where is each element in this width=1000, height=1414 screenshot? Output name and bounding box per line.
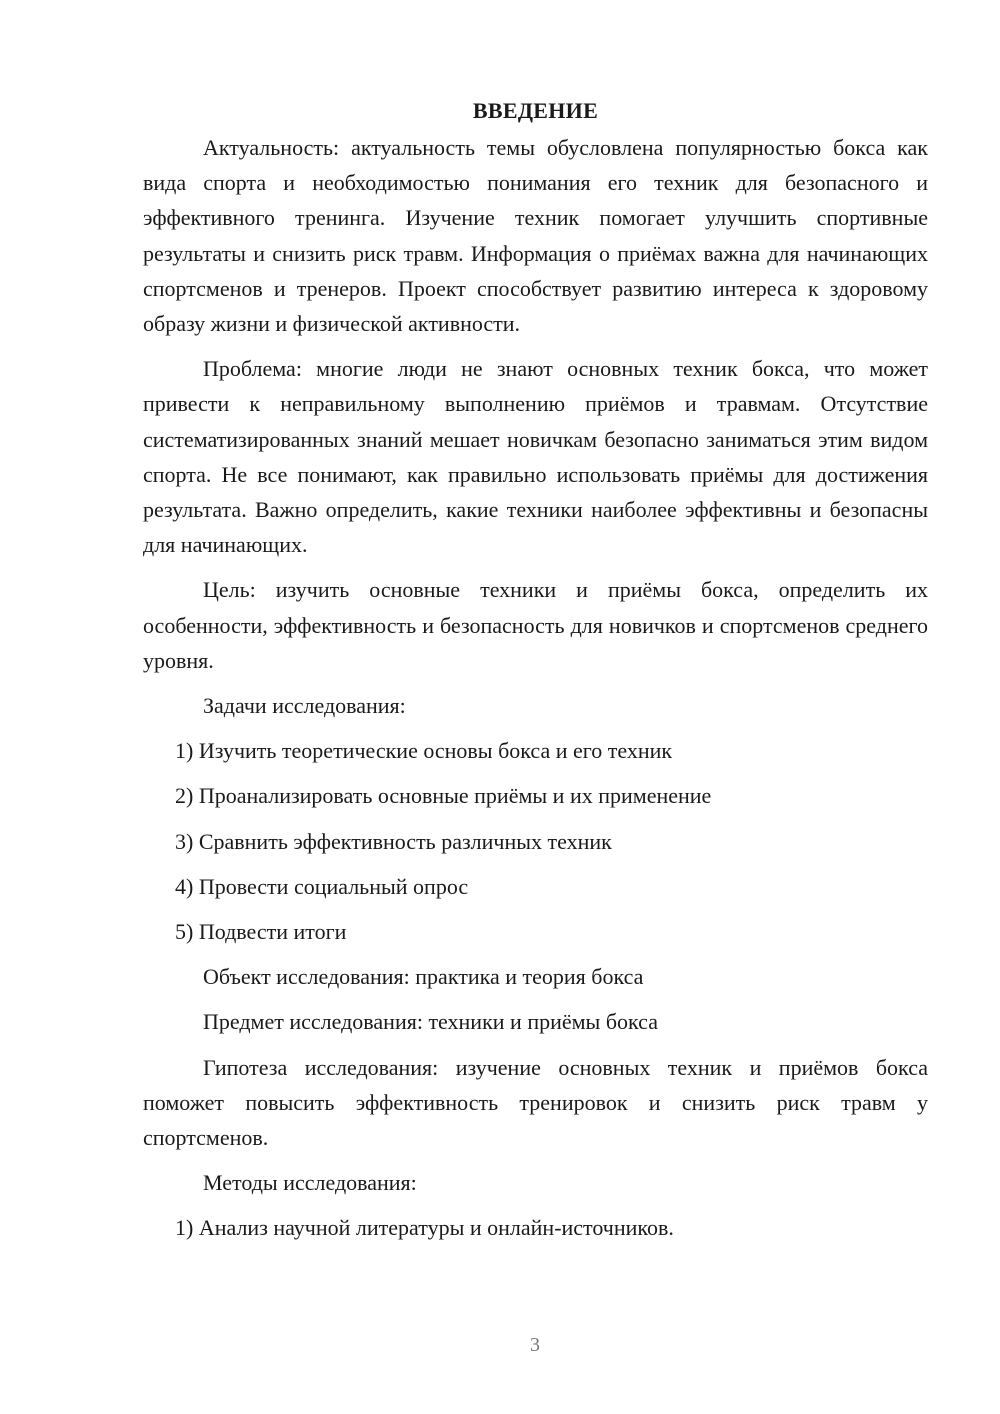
method-item: 1) Анализ научной литературы и онлайн-источников. [175,1215,674,1241]
task-item: 4) Провести социальный опрос [175,873,469,899]
task-item: 2) Проанализировать основные приёмы и их применение [175,783,712,809]
relevance-paragraph: Актуальность: актуальность темы обусловлена популярностью бокса как вида спорта и необходимостью понимания его техник для безопасного и эффективного тренинга. Изучение техник помогает улучшить спортивные результаты и снизить риск травм. Информация о приёмах важна для начинающих спортсменов и тренеров. Проект способствует развитию интереса к здоровому образу жизни и физической активности. [143,135,928,337]
hypothesis-paragraph: Гипотеза исследования: изучение основных техник и приёмов бокса поможет повысить эффективность тренировок и снизить риск травм у спортсменов. [143,1054,928,1151]
page-number: 3 [530,1334,540,1356]
research-object: Объект исследования: практика и теория бокса [203,964,644,990]
task-item: 5) Подвести итоги [175,919,347,945]
task-item: 1) Изучить теоретические основы бокса и его техник [175,738,673,764]
goal-paragraph: Цель: изучить основные техники и приёмы бокса, определить их особенности, эффективность и безопасность для новичков и спортсменов среднего уровня. [143,577,928,673]
research-subject: Предмет исследования: техники и приёмы бокса [203,1009,658,1035]
tasks-heading: Задачи исследования: [203,693,406,719]
document-page [143,96,928,1246]
task-item: 3) Сравнить эффективность различных техник [175,828,612,854]
methods-heading: Методы исследования: [203,1170,417,1196]
problem-paragraph: Проблема: многие люди не знают основных техник бокса, что может привести к неправильному выполнению приёмов и травмам. Отсутствие систематизированных знаний мешает новичкам безопасно заниматься этим видом спорта. Не все понимают, как правильно использовать приёмы для достижения результата. Важно определить, какие техники наиболее эффективны и безопасны для начинающих. [143,356,928,558]
page-title: ВВЕДЕНИЕ [472,98,599,123]
